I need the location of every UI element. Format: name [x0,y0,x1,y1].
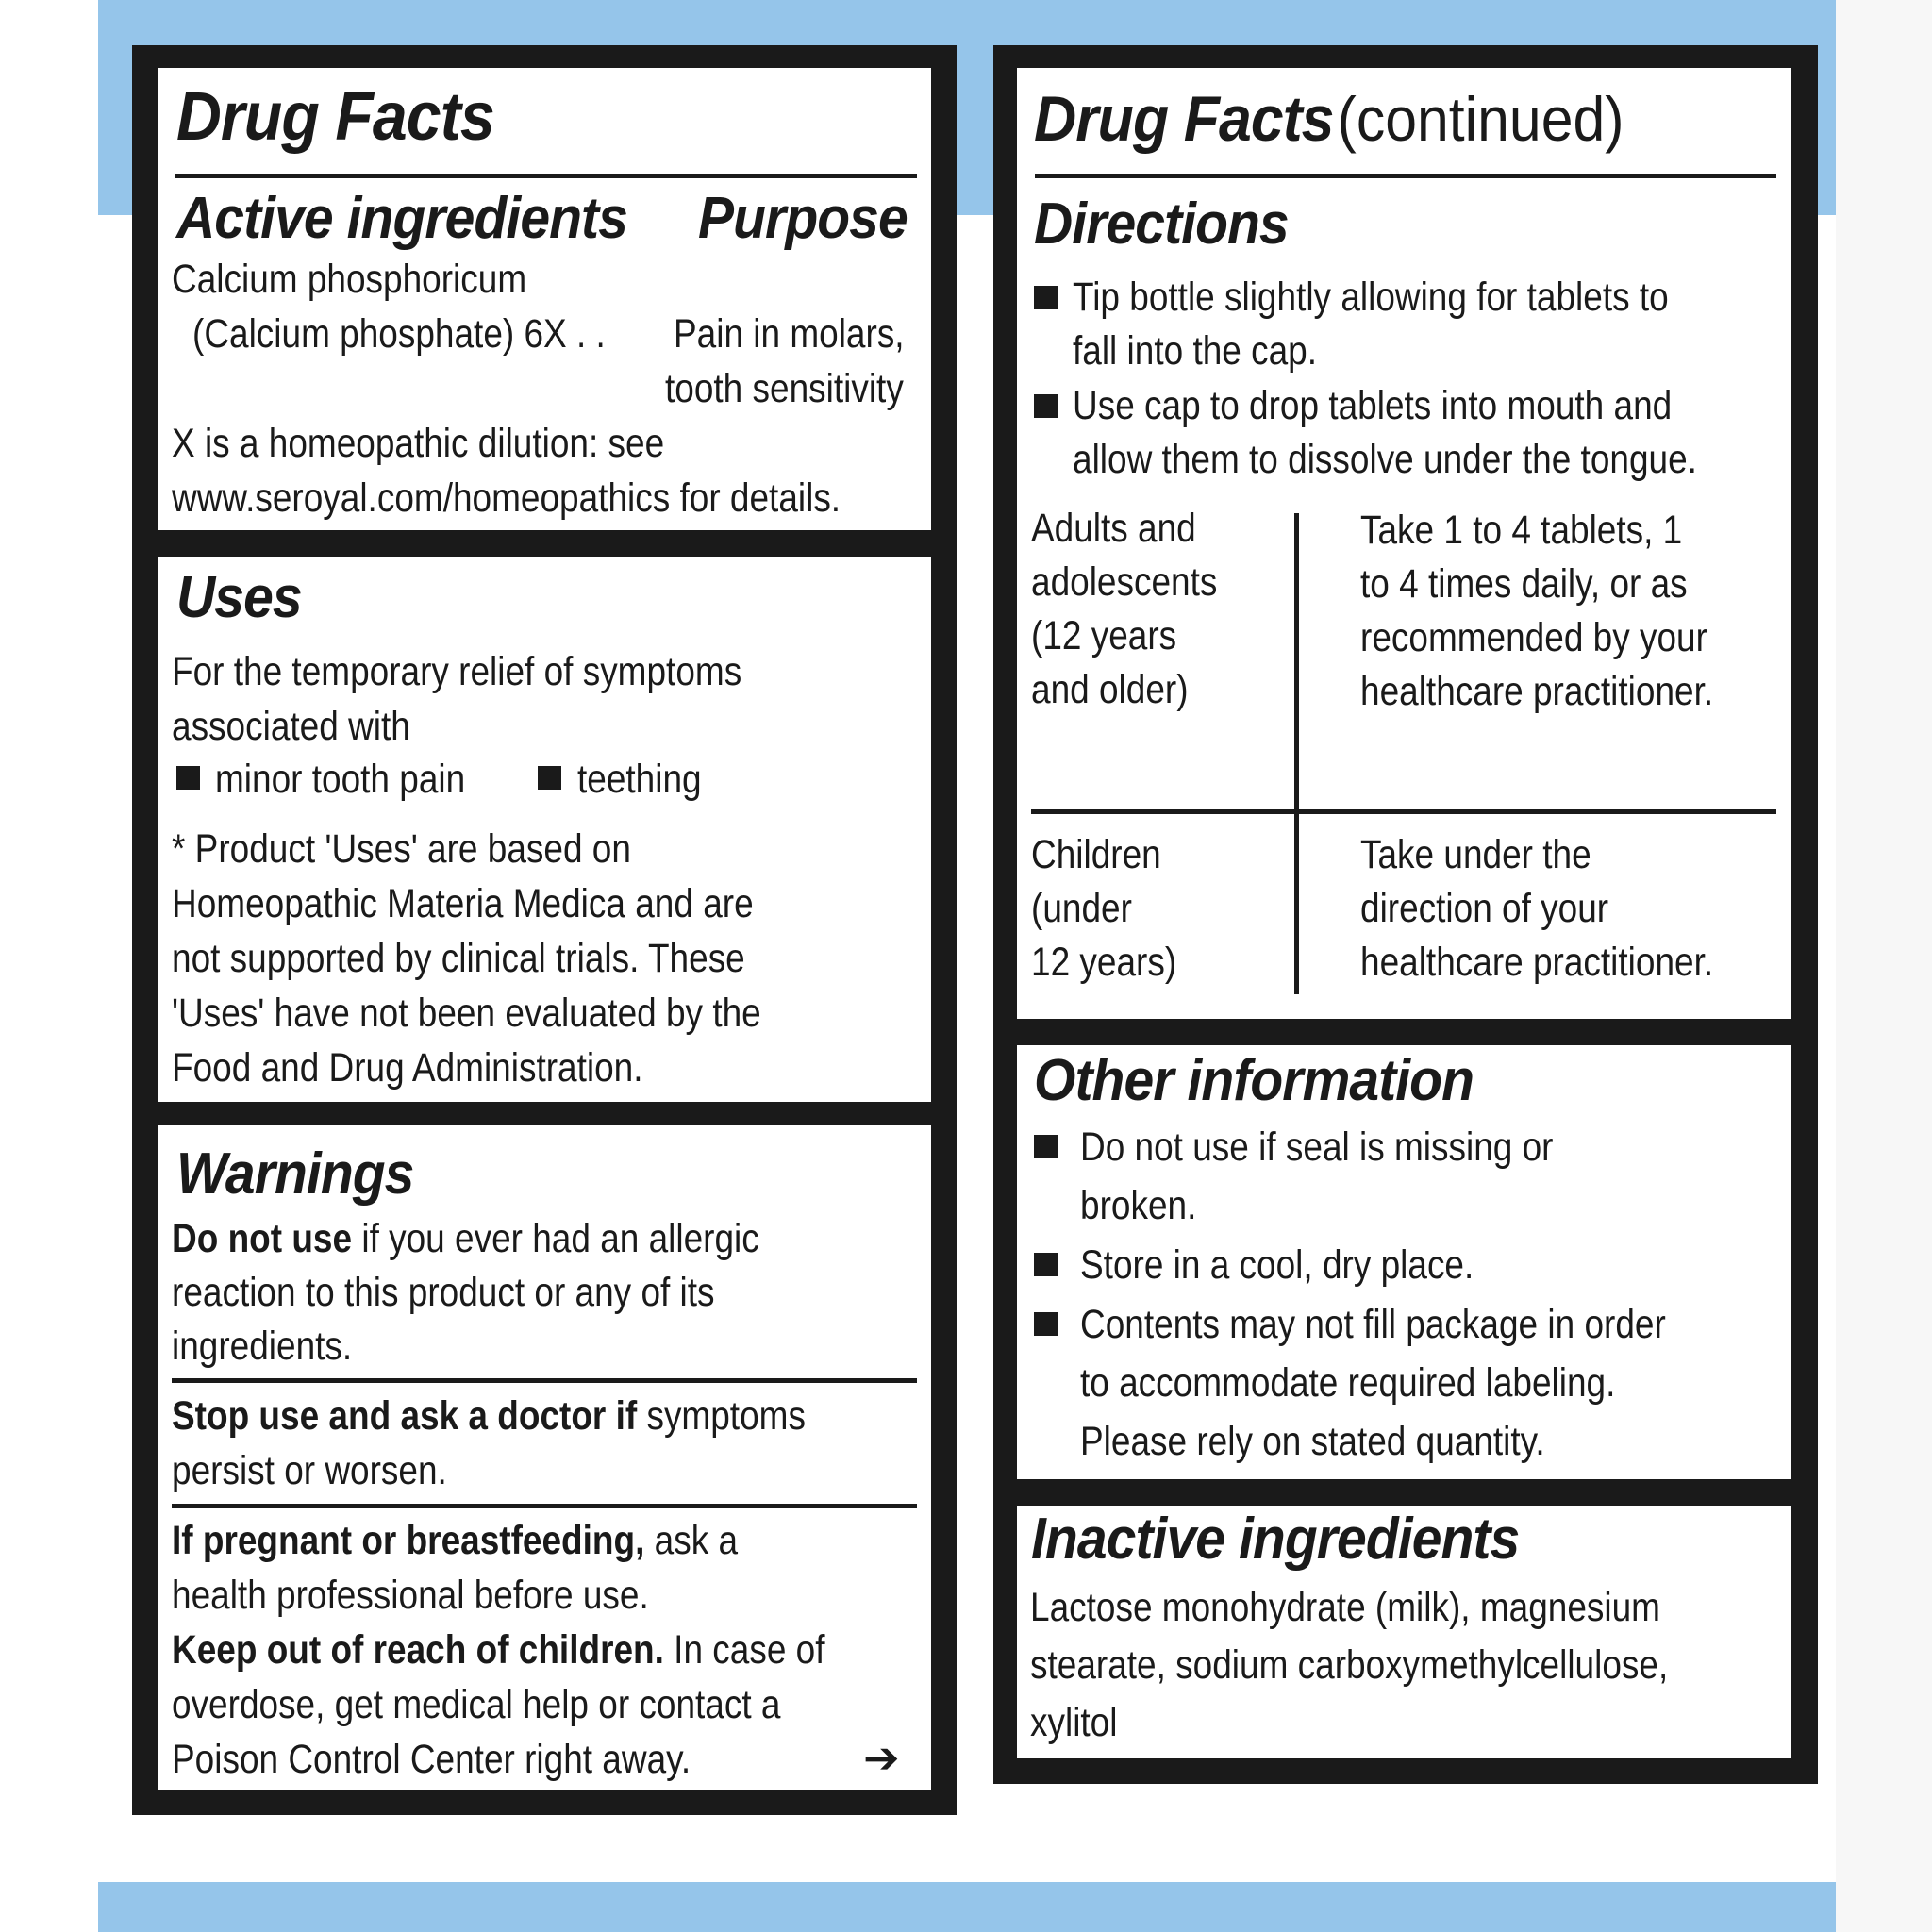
keep-out-line-3: Poison Control Center right away. [172,1737,691,1782]
right-margin-strip [1836,0,1932,1932]
adults-dose-line-3: recommended by your [1360,615,1707,660]
other-b1-line-2: broken. [1080,1183,1197,1228]
other-b1-line-1: Do not use if seal is missing or [1080,1124,1554,1170]
adults-dose-line-2: to 4 times daily, or as [1360,561,1688,607]
warnings-rule-1 [172,1378,917,1383]
directions-b2-line-1: Use cap to drop tablets into mouth and [1073,383,1673,428]
warnings-rule-2 [172,1504,917,1508]
uses-bullet-2 [538,766,561,790]
dosage-table-horizontal-rule [1031,809,1776,814]
directions-b2-line-2: allow them to dissolve under the tongue. [1073,437,1697,482]
pregnant-line-1 [172,1514,738,1568]
continued-title-main: Drug Facts [1034,83,1334,155]
directions-heading: Directions [1034,192,1289,257]
continued-title-suffix: (continued) [1337,84,1624,154]
dilution-note-line-1: X is a homeopathic dilution: see [172,421,665,466]
directions-bullet-2 [1034,394,1058,418]
pregnant-label: If pregnant or breastfeeding, [172,1518,645,1563]
pregnant-line-2: health professional before use. [172,1573,649,1618]
children-group-line-3: 12 years) [1031,940,1177,985]
inactive-line-1: Lactose monohydrate (milk), magnesium [1030,1585,1660,1630]
ingredient-detail: (Calcium phosphate) 6X . . [192,311,606,357]
bottom-blue-band [98,1882,1836,1932]
stop-use-text: symptoms [646,1393,806,1439]
directions-bullet-1 [1034,286,1058,309]
children-dose-line-2: direction of your [1360,886,1609,931]
uses-note-line-4: 'Uses' have not been evaluated by the [172,991,761,1036]
other-b2: Store in a cool, dry place. [1080,1242,1474,1288]
inactive-line-2: stearate, sodium carboxymethylcellulose, [1030,1642,1669,1688]
dosage-table-vertical-rule [1294,513,1299,994]
other-b3-line-1: Contents may not fill package in order [1080,1302,1666,1347]
purpose-line-1: Pain in molars, [674,311,905,357]
other-information-heading: Other information [1034,1048,1474,1113]
do-not-use-line-1 [172,1212,759,1266]
keep-out-line-1 [172,1624,825,1677]
uses-note-line-2: Homeopathic Materia Medica and are [172,881,754,926]
inactive-line-3: xylitol [1030,1700,1118,1745]
do-not-use-text: if you ever had an allergic [361,1216,759,1261]
other-bullet-1 [1034,1135,1058,1158]
dilution-note-line-2: www.seroyal.com/homeopathics for details. [172,475,841,521]
keep-out-text: In case of [674,1627,825,1673]
uses-line-2: associated with [172,704,410,749]
active-ingredients-panel [158,68,931,530]
uses-note-line-1: * Product 'Uses' are based on [172,826,631,872]
do-not-use-line-2: reaction to this product or any of its [172,1270,715,1315]
directions-panel [1017,68,1791,1019]
other-bullet-3 [1034,1312,1058,1336]
uses-panel [158,557,931,1102]
ingredient-name: Calcium phosphoricum [172,257,527,302]
directions-b1-line-2: fall into the cap. [1073,328,1318,374]
uses-bullet-1 [176,766,200,790]
uses-item-1: minor tooth pain [215,757,466,802]
children-dose-line-3: healthcare practitioner. [1360,940,1714,985]
uses-item-2: teething [577,757,702,802]
other-b3-line-3: Please rely on stated quantity. [1080,1419,1545,1464]
uses-line-1: For the temporary relief of symptoms [172,649,742,694]
adults-group-line-4: and older) [1031,667,1189,712]
warnings-panel [158,1125,931,1790]
purpose-line-2: tooth sensitivity [665,366,904,411]
keep-out-label: Keep out of reach of children. [172,1627,664,1673]
inactive-ingredients-heading: Inactive ingredients [1031,1507,1520,1572]
stop-use-line-1 [172,1390,806,1443]
children-group-line-1: Children [1031,832,1161,877]
warnings-heading: Warnings [176,1141,414,1207]
active-ingredients-heading: Active ingredients [176,186,627,251]
continue-arrow-icon: ➔ [863,1732,900,1783]
title-rule [175,174,917,178]
drug-facts-title: Drug Facts [176,79,494,155]
children-group-line-2: (under [1031,886,1132,931]
children-dose-line-1: Take under the [1360,832,1591,877]
stop-use-line-2: persist or worsen. [172,1448,447,1493]
continued-title-rule [1035,174,1776,178]
purpose-heading: Purpose [698,186,908,251]
uses-note-line-3: not supported by clinical trials. These [172,936,745,981]
do-not-use-label: Do not use [172,1216,353,1261]
adults-group-line-2: adolescents [1031,559,1218,605]
other-information-panel [1017,1045,1791,1479]
inactive-ingredients-panel [1017,1506,1791,1758]
uses-heading: Uses [176,565,302,630]
directions-b1-line-1: Tip bottle slightly allowing for tablets to [1073,275,1669,320]
uses-note-line-5: Food and Drug Administration. [172,1045,643,1091]
other-b3-line-2: to accommodate required labeling. [1080,1360,1616,1406]
adults-group-line-3: (12 years [1031,613,1177,658]
pregnant-text: ask a [654,1518,739,1563]
adults-group-line-1: Adults and [1031,506,1196,551]
do-not-use-line-3: ingredients. [172,1324,353,1369]
adults-dose-line-4: healthcare practitioner. [1360,669,1714,714]
drug-facts-continued-title [1034,79,1624,158]
stop-use-label: Stop use and ask a doctor if [172,1393,638,1439]
keep-out-line-2: overdose, get medical help or contact a [172,1682,781,1727]
adults-dose-line-1: Take 1 to 4 tablets, 1 [1360,508,1683,553]
other-bullet-2 [1034,1253,1058,1276]
